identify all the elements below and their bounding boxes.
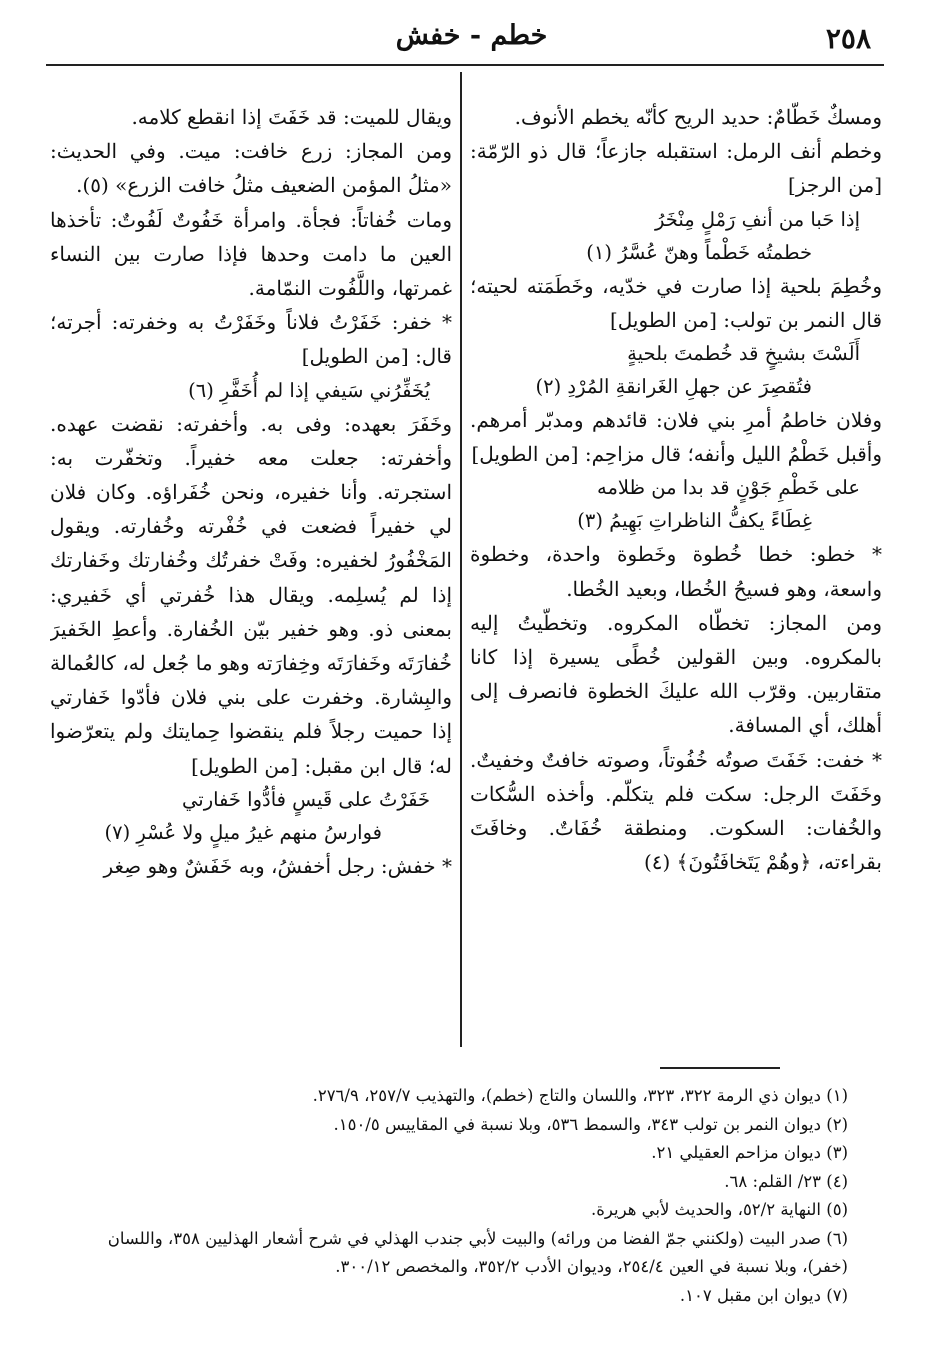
entry-paragraph: وخُطِمَ بلحية إذا صارت في خدّيه، وخَطَمَته لحيته؛ قال النمر بن تولب: [من الطويل] [470,273,882,332]
entry-paragraph: ويقال للميت: قد خَفَتَ إذا انقطع كلامه. [131,105,452,129]
right-column [470,100,882,879]
footnote: (٢) ديوان النمر بن تولب ٣٤٣، والسمط ٥٣٦، وبلا نسبة في المقاييس ١٥٠/٥. [333,1114,848,1134]
entry-paragraph: وفلان خاطمُ أمرِ بني فلان: قائدهم ومدبّر أمرهم. وأقبل خَطْمُ الليل وأنفه؛ قال مزاحِم: [من الطويل] [470,408,882,467]
entry-paragraph: ومن المجاز: زرع خافت: ميت. وفي الحديث: «مثلُ المؤمن الضعيف مثلُ خافت الزرع» (٥). [50,139,452,198]
header-rule [46,64,884,66]
footnote: (٦) صدر البيت (ولكنني جمّ الفضا من ورائه) والبيت لأبي جندب الهذلي في شرح أشعار الهذليين ٣٥٨، واللسان (خفر)، وبلا نسبة في العين ٢٥٤/٤، وديوان الأدب ٣٥٢/٢، والمخصص ٣٠٠/١٢. [107,1228,848,1276]
column-divider [460,72,462,1047]
verse-line: غِطَاءً يكفُّ الناظراتِ بَهِيمُ (٣) [577,509,812,533]
footnote: (٥) النهاية ٥٢/٢، والحديث لأبي هريرة. [591,1200,848,1219]
entry-headword-khafar: * خفر: خَفَرْتُ فلاناً وخَفَرْتُ به وخفرته: أجرته؛ قال: [من الطويل] [50,310,452,369]
footnote: (٣) ديوان مزاحم العقيلي ٢١. [651,1143,848,1162]
entry-paragraph: وخَفَرَ بعهده: وفى به. وأخفرته: نقضت عهده. وأخفرته: جعلت معه خفيراً. وتخفّرت به: استجرته. وأنا خفيره، ونحن خُفَراؤه. وكان فلان لي خفيراً فضعت في خُفْرته وخُفارته. ويقول المَخْفُورُ لخفيره: وفَتْ خفرتُك وخُفارتك وخَفارتك إذا لم يُسلِمه. ويقال هذا خُفرتي أي خَفيري: بمعنى ذو. وهو خفير بيّن الخُفارة. وأعطِ الخَفيرَ خُفارَتَه وخَفارَتَه وخِفارَته وهو ما جُعل له، كالعُمالة والبِشارة. وخفرت على بني فلان فأدّوا خَفارتي إذا حميت رجلاً فلم ينقضوا حِمايتك ولم يتعرّضوا له؛ قال ابن مقبل: [من الطويل] [50,411,452,778]
entry-headword-khafat: * خفت: خَفَتَ صوتُه خُفُوتاً، وصوته خافتٌ وخفيتٌ. وخَفَتَ الرجل: سكت فلم يتكلّم. وأخذه السُّكات والخُفات: السكوت. ومنطقة خُفَاتٌ. وخافَتَ بقراءته، ﴿وهُمْ يَتَخافَتُونَ﴾ (٤) [470,747,882,875]
verse-line: خطمتُه خَطْماً وهنّ عُسَّرُ (١) [586,240,812,264]
verse-line: يُخَفِّرُني سَيفي إذا لم أُخَفَّرِ (٦) [188,378,430,402]
entry-paragraph: وخطم أنف الرمل: استقبله جازعاً؛ قال ذو الرّمّة: [من الرجز] [470,139,882,198]
footnote: (١) ديوان ذي الرمة ٣٢٢، ٣٢٣، واللسان والتاج (خطم)، والتهذيب ٢٥٧/٧، ٢٧٦/٩. [312,1086,848,1105]
verse-line: أَلَسْتَ بشيخٍ قد خُطمتَ بلحيةٍ [627,342,860,366]
footnotes [58,1082,848,1310]
verse-line: فوارسُ منهم غيرُ ميلٍ ولا عُسْرِ (٧) [104,820,382,844]
verse-line: فتُقصِرَ عن جهلِ الغَرانقةِ المُرْدِ (٢) [535,375,812,399]
entry-headword-khatw: * خطو: خطا خُطوة وخَطوة واحدة، وخطوة واسعة، وهو فسيحُ الخُطا، وبعيد الخُطا. [470,542,882,601]
entry-paragraph: ومات خُفاتاً: فجأة. وامرأة خَفُوتٌ لَفُوتٌ: تأخذها العين ما دامت وحدها فإذا صارت بين النساء غمرتها، واللَّفُوت النمّامة. [50,207,452,301]
left-column [50,100,452,883]
running-head: خطم - خفش [395,20,548,51]
verse-line: على خَطْمِ جَوْنٍ قد بدا من ظلامه [597,476,860,500]
entry-headword-khafash: * خفش: رجل أخفشُ، وبه خَفَشٌ وهو صِغر [103,853,452,878]
footnote: (٧) ديوان ابن مقبل ١٠٧. [679,1285,848,1305]
entry-paragraph: ومن المجاز: تخطّاه المكروه. وتخطّيتُ إليه بالمكروه. وبين القولين خُطًى يسيرة إذا كانا متقاربين. وقرّب الله عليكَ الخطوة فانصرف إلى أهلك، أي المسافة. [470,610,882,738]
verse-line: خَفَرْتُ على قَيسٍ فأدُّوا خَفارتي [182,787,430,811]
page-number: ٢٥٨ [825,22,871,55]
footnote-rule [660,1067,780,1069]
entry-paragraph: ومسكٌ خَطّامٌ: حديد الريح كأنّه يخطم الأنوف. [514,105,882,129]
footnote: (٤) ٢٣/ القلم: ٦٨. [724,1171,848,1191]
verse-line: إذا حَبا من أنفِ رَمْلٍ مِنْخَرُ [654,207,860,231]
